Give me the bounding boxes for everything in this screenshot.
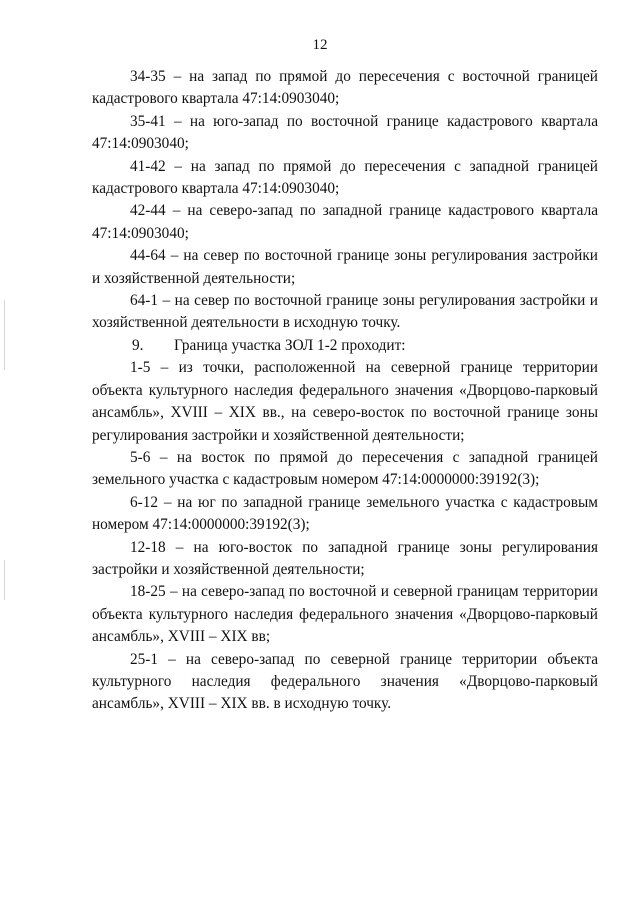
paragraph: 6-12 – на юг по западной границе земельного участка с кадастровым номером 47:14:0000000:39192(3); (92, 493, 598, 534)
paragraph: 1-5 – из точки, расположенной на северной границе территории объекта культурного наследия федерального значения «Дворцово-парковый ансамбль», XVIII – XIX вв., на северо-восток по восточной границе зоны регулирования застройки и хозяйственной деятельности; (92, 359, 598, 444)
paragraph: 25-1 – на северо-запад по северной границе территории объекта культурного наследия федерального значения «Дворцово-парковый ансамбль», XVIII – XIX вв. в исходную точку. (92, 650, 598, 713)
paragraph: 44-64 – на север по восточной границе зоны регулирования застройки и хозяйственной деятельности; (92, 247, 598, 287)
document-body (92, 66, 598, 716)
paragraph: 35-41 – на юго-запад по восточной границе кадастрового квартала 47:14:0903040; (92, 112, 598, 153)
scan-edge-mark (4, 300, 5, 370)
paragraph: 5-6 – на восток по прямой до пересечения с западной границей земельного участка с кадастровым номером 47:14:0000000:39192(3); (92, 448, 598, 489)
paragraph: 12-18 – на юго-восток по западной границе зоны регулирования застройки и хозяйственной деятельности; (92, 538, 598, 578)
paragraph: 42-44 – на северо-запад по западной границе кадастрового квартала 47:14:0903040; (92, 202, 598, 242)
paragraph: 34-35 – на запад по прямой до пересечения с восточной границей кадастрового квартала 47:14:0903040; (92, 68, 598, 108)
scan-edge-mark (4, 560, 5, 600)
paragraph: 64-1 – на север по восточной границе зоны регулирования застройки и хозяйственной деятельности в исходную точку. (92, 292, 598, 332)
paragraph: 18-25 – на северо-запад по восточной и северной границам территории объекта культурного наследия федерального значения «Дворцово-парковый ансамбль», XVIII – XIX вв; (92, 583, 598, 646)
page-number: 12 (312, 37, 328, 53)
item-heading-text: Граница участка ЗОЛ 1-2 проходит: (174, 336, 406, 354)
item-number: 9. (132, 336, 144, 354)
numbered-heading (92, 335, 598, 357)
paragraph: 41-42 – на запад по прямой до пересечения с западной границей кадастрового квартала 47:14:0903040; (92, 157, 598, 198)
